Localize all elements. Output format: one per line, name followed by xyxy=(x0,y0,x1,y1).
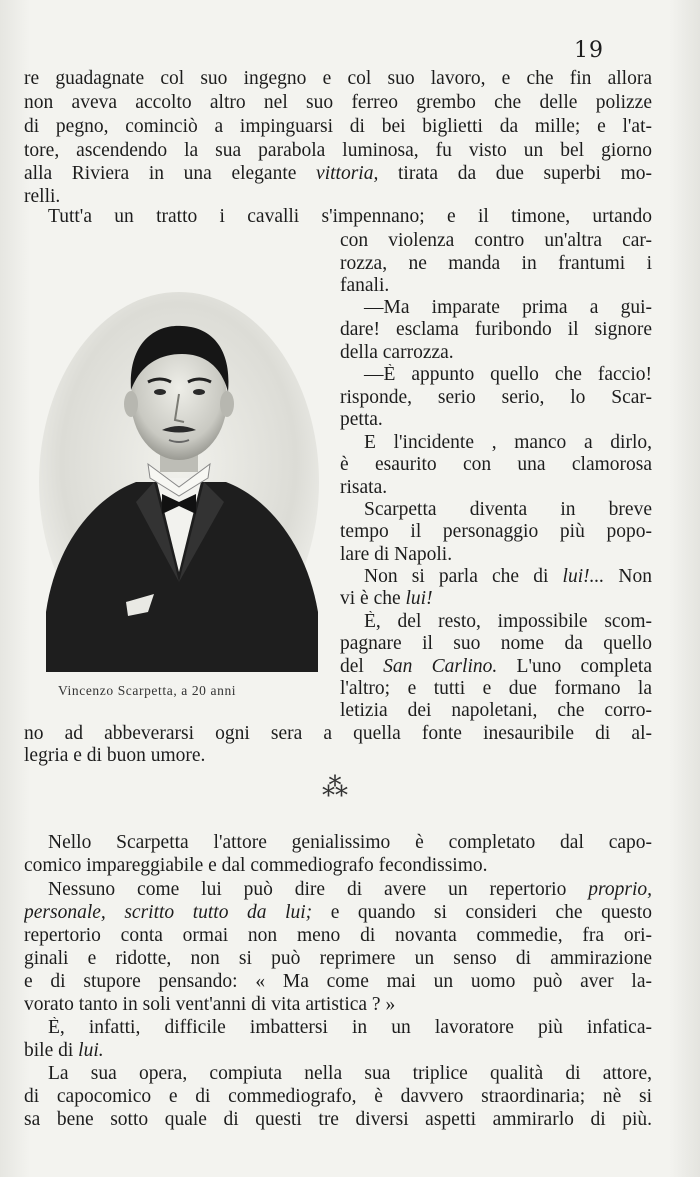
text-line: sa bene sotto quale di questi tre diversi aspetti ammirarlo di più. xyxy=(24,1109,652,1130)
text-line: con violenza contro un'altra car- xyxy=(340,230,652,251)
portrait-caption: Vincenzo Scarpetta, a 20 anni xyxy=(58,683,237,698)
text-line: E l'incidente , manco a dirlo, xyxy=(364,432,652,453)
text-line: l'altro; e tutti e due formano la xyxy=(340,678,652,699)
text-line: pagnare il suo nome da quello xyxy=(340,633,652,654)
text-line: dare! esclama furibondo il signore xyxy=(340,319,652,340)
text-line: lare di Napoli. xyxy=(340,544,453,565)
text-line: fanali. xyxy=(340,275,390,296)
text-line: risponde, serio serio, lo Scar- xyxy=(340,387,652,408)
text-line: legria e di buon umore. xyxy=(24,745,206,766)
text-line: letizia dei napoletani, che corro- xyxy=(340,700,652,721)
text-line: alla Riviera in una elegante vittoria, tirata da due superbi mo- xyxy=(24,163,652,184)
text-line: bile di lui. xyxy=(24,1040,104,1061)
portrait-photo xyxy=(36,282,322,672)
text-line: —Ma imparate prima a gui- xyxy=(364,297,652,318)
text-line: Tutt'a un tratto i cavalli s'impennano; e il timone, urtando xyxy=(48,206,652,227)
text-line: no ad abbeverarsi ogni sera a quella fonte inesauribile di al- xyxy=(24,723,652,744)
text-line: Nessuno come lui può dire di avere un repertorio proprio, xyxy=(48,879,652,900)
text-line: Non si parla che di lui!... Non xyxy=(364,566,652,587)
section-separator: ⁂ xyxy=(322,773,348,803)
text-line: tore, ascendendo la sua parabola luminosa, fu visto un bel giorno xyxy=(24,140,652,161)
text-line: —È appunto quello che faccio! xyxy=(364,364,652,385)
text-line: comico impareggiabile e dal commediografo fecondissimo. xyxy=(24,855,488,876)
text-line: risata. xyxy=(340,477,388,498)
text-line: non aveva accolto altro nel suo ferreo grembo che delle polizze xyxy=(24,92,652,113)
text-line: tempo il personaggio più popo- xyxy=(340,521,652,542)
text-line: è esaurito con una clamorosa xyxy=(340,454,652,475)
text-line: della carrozza. xyxy=(340,342,454,363)
text-line: La sua opera, compiuta nella sua triplice qualità di attore, xyxy=(48,1063,652,1084)
text-line: relli. xyxy=(24,186,61,207)
text-line: di capocomico e di commediografo, è davvero straordinaria; nè si xyxy=(24,1086,652,1107)
text-line: ginali e ridotte, non si può reprimere un senso di ammirazione xyxy=(24,948,652,969)
text-line: di pegno, cominciò a impinguarsi di bei biglietti da mille; e l'at- xyxy=(24,116,652,137)
text-line: Scarpetta diventa in breve xyxy=(364,499,652,520)
text-line: vi è che lui! xyxy=(340,588,433,609)
text-line: È, del resto, impossibile scom- xyxy=(364,611,652,632)
text-line: del San Carlino. L'uno completa xyxy=(340,656,652,677)
text-line: vorato tanto in soli vent'anni di vita artistica ? » xyxy=(24,994,396,1015)
text-line: È, infatti, difficile imbattersi in un lavoratore più infatica- xyxy=(48,1017,652,1038)
text-line: personale, scritto tutto da lui; e quando si consideri che questo xyxy=(24,902,652,923)
text-line: petta. xyxy=(340,409,383,430)
text-line: rozza, ne manda in frantumi i xyxy=(340,253,652,274)
text-line: re guadagnate col suo ingegno e col suo lavoro, e che fin allora xyxy=(24,68,652,89)
text-line: Nello Scarpetta l'attore genialissimo è completato dal capo- xyxy=(48,832,652,853)
page-number: 19 xyxy=(574,38,604,63)
text-line: repertorio conta ormai non meno di novanta commedie, fra ori- xyxy=(24,925,652,946)
text-line: e di stupore pensando: « Ma come mai un uomo può aver la- xyxy=(24,971,652,992)
